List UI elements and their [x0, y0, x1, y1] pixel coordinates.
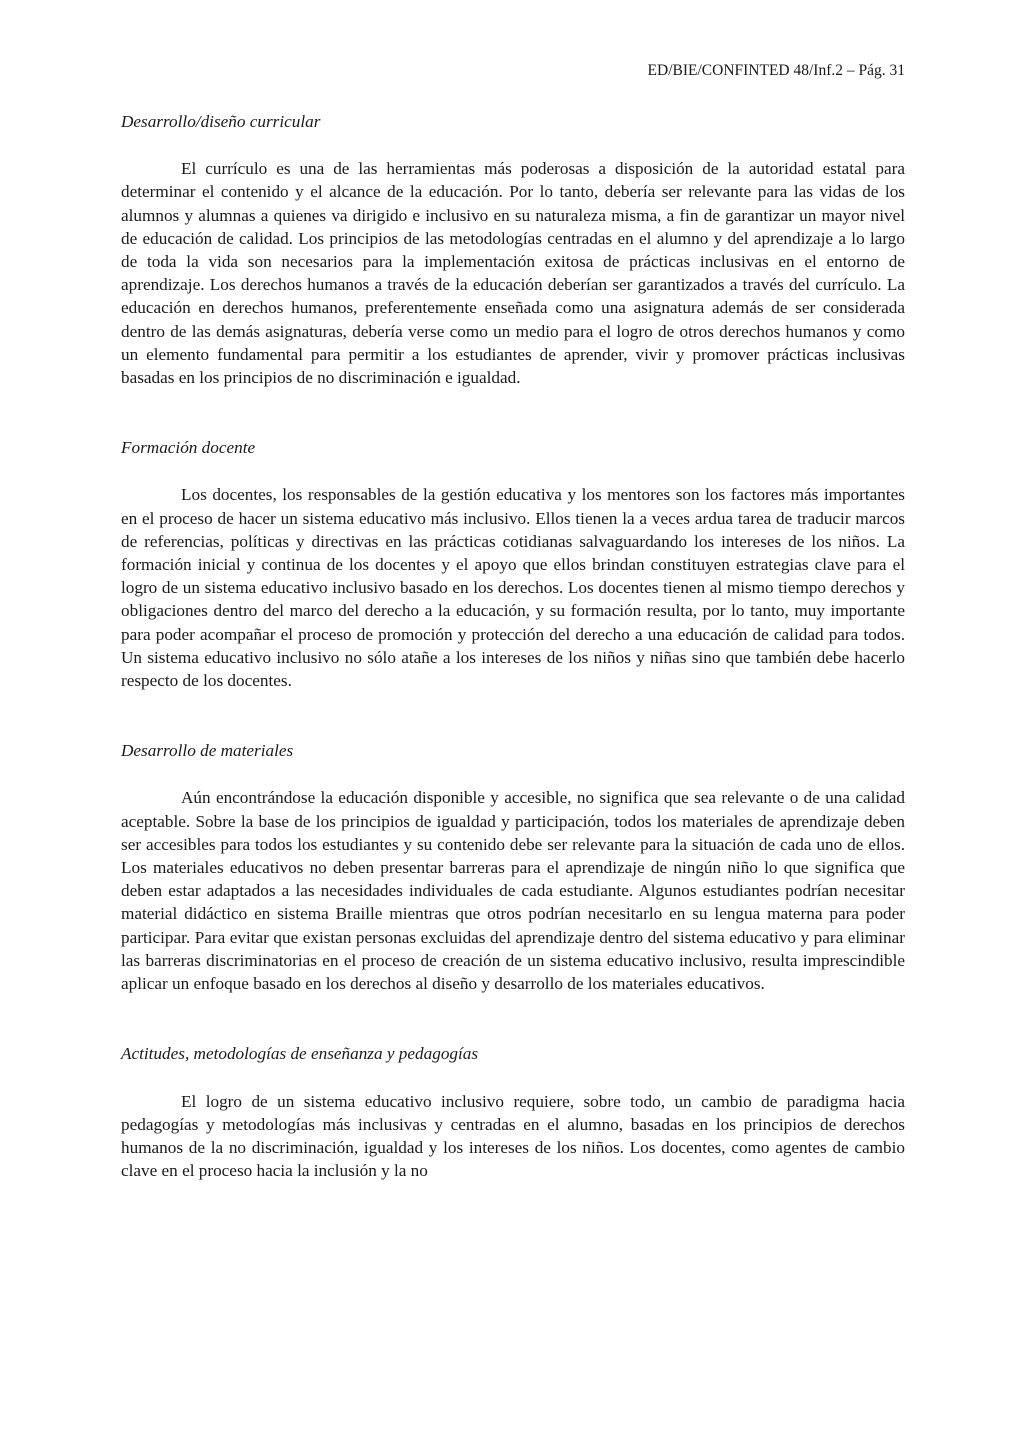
section-materials-development: [121, 739, 905, 995]
section-paragraph: Los docentes, los responsables de la gestión educativa y los mentores son los factores más importantes en el proceso de hacer un sistema educativo más inclusivo. Ellos tienen la a veces ardua tarea de traducir marcos de referencias, políticas y directivas en las prácticas cotidianas salvaguardando los intereses de los niños. La formación inicial y continua de los docentes y el apoyo que ellos brindan constituyen estrategias clave para el logro de un sistema educativo inclusivo basado en los derechos. Los docentes tienen al mismo tiempo derechos y obligaciones dentro del marco del derecho a la educación, y su formación resulta, por lo tanto, muy importante para poder acompañar el proceso de promoción y protección del derecho a una educación de calidad para todos. Un sistema educativo inclusivo no sólo atañe a los intereses de los niños y niñas sino que también debe hacerlo respecto de los docentes.: [121, 485, 905, 691]
section-title: Desarrollo/diseño curricular: [121, 112, 321, 131]
section-teacher-training: [121, 436, 905, 692]
section-paragraph: Aún encontrándose la educación disponible y accesible, no significa que sea relevante o de una calidad aceptable. Sobre la base de los principios de igualdad y participación, todos los materiales de aprendizaje deben ser accesibles para todos los estudiantes y su contenido debe ser relevante para la situación de cada uno de ellos. Los materiales educativos no deben presentar barreras para el aprendizaje de ningún niño lo que significa que deben estar adaptados a las necesidades individuales de cada estudiante. Algunos estudiantes podrían necesitar material didáctico en sistema Braille mientras que otros podrían necesitarlo en su lengua materna para poder participar. Para evitar que existan personas excluidas del aprendizaje dentro del sistema educativo y para eliminar las barreras discriminatorias en el proceso de creación de un sistema educativo inclusivo, resulta imprescindible aplicar un enfoque basado en los derechos al diseño y desarrollo de los materiales educativos.: [121, 788, 905, 994]
section-attitudes-pedagogies: [121, 1042, 905, 1182]
section-paragraph: El logro de un sistema educativo inclusivo requiere, sobre todo, un cambio de paradigma hacia pedagogías y metodologías más inclusivas y centradas en el alumno, basadas en los principios de derechos humanos de la no discriminación, igualdad y los intereses de los niños. Los docentes, como agentes de cambio clave en el proceso hacia la inclusión y la no: [121, 1091, 905, 1181]
section-curriculum: [121, 110, 905, 389]
section-title: Formación docente: [121, 438, 256, 458]
section-title: Actitudes, metodologías de enseñanza y pedagogías: [121, 1044, 479, 1064]
page-header-reference: ED/BIE/CONFINTED 48/Inf.2 – Pág. 31: [647, 62, 905, 79]
section-paragraph: El currículo es una de las herramientas más poderosas a disposición de la autoridad estatal para determinar el contenido y el alcance de la educación. Por lo tanto, debería ser relevante para las vidas de los alumnos y alumnas a quienes va dirigido e inclusivo en su naturaleza misma, a fin de garantizar un mayor nivel de educación de calidad. Los principios de las metodologías centradas en el alumno y del aprendizaje a lo largo de toda la vida son necesarios para la implementación exitosa de prácticas inclusivas en el entorno de aprendizaje. Los derechos humanos a través de la educación deberían ser garantizados a través del currículo. La educación en derechos humanos, preferentemente enseñada como una asignatura además de ser considerada dentro de las demás asignaturas, debería verse como un medio para el logro de otros derechos humanos y como un elemento fundamental para permitir a los estudiantes de aprender, vivir y promover prácticas inclusivas basadas en los principios de no discriminación e igualdad.: [121, 159, 905, 388]
page-content: [121, 110, 905, 1182]
section-title: Desarrollo de materiales: [121, 741, 294, 761]
